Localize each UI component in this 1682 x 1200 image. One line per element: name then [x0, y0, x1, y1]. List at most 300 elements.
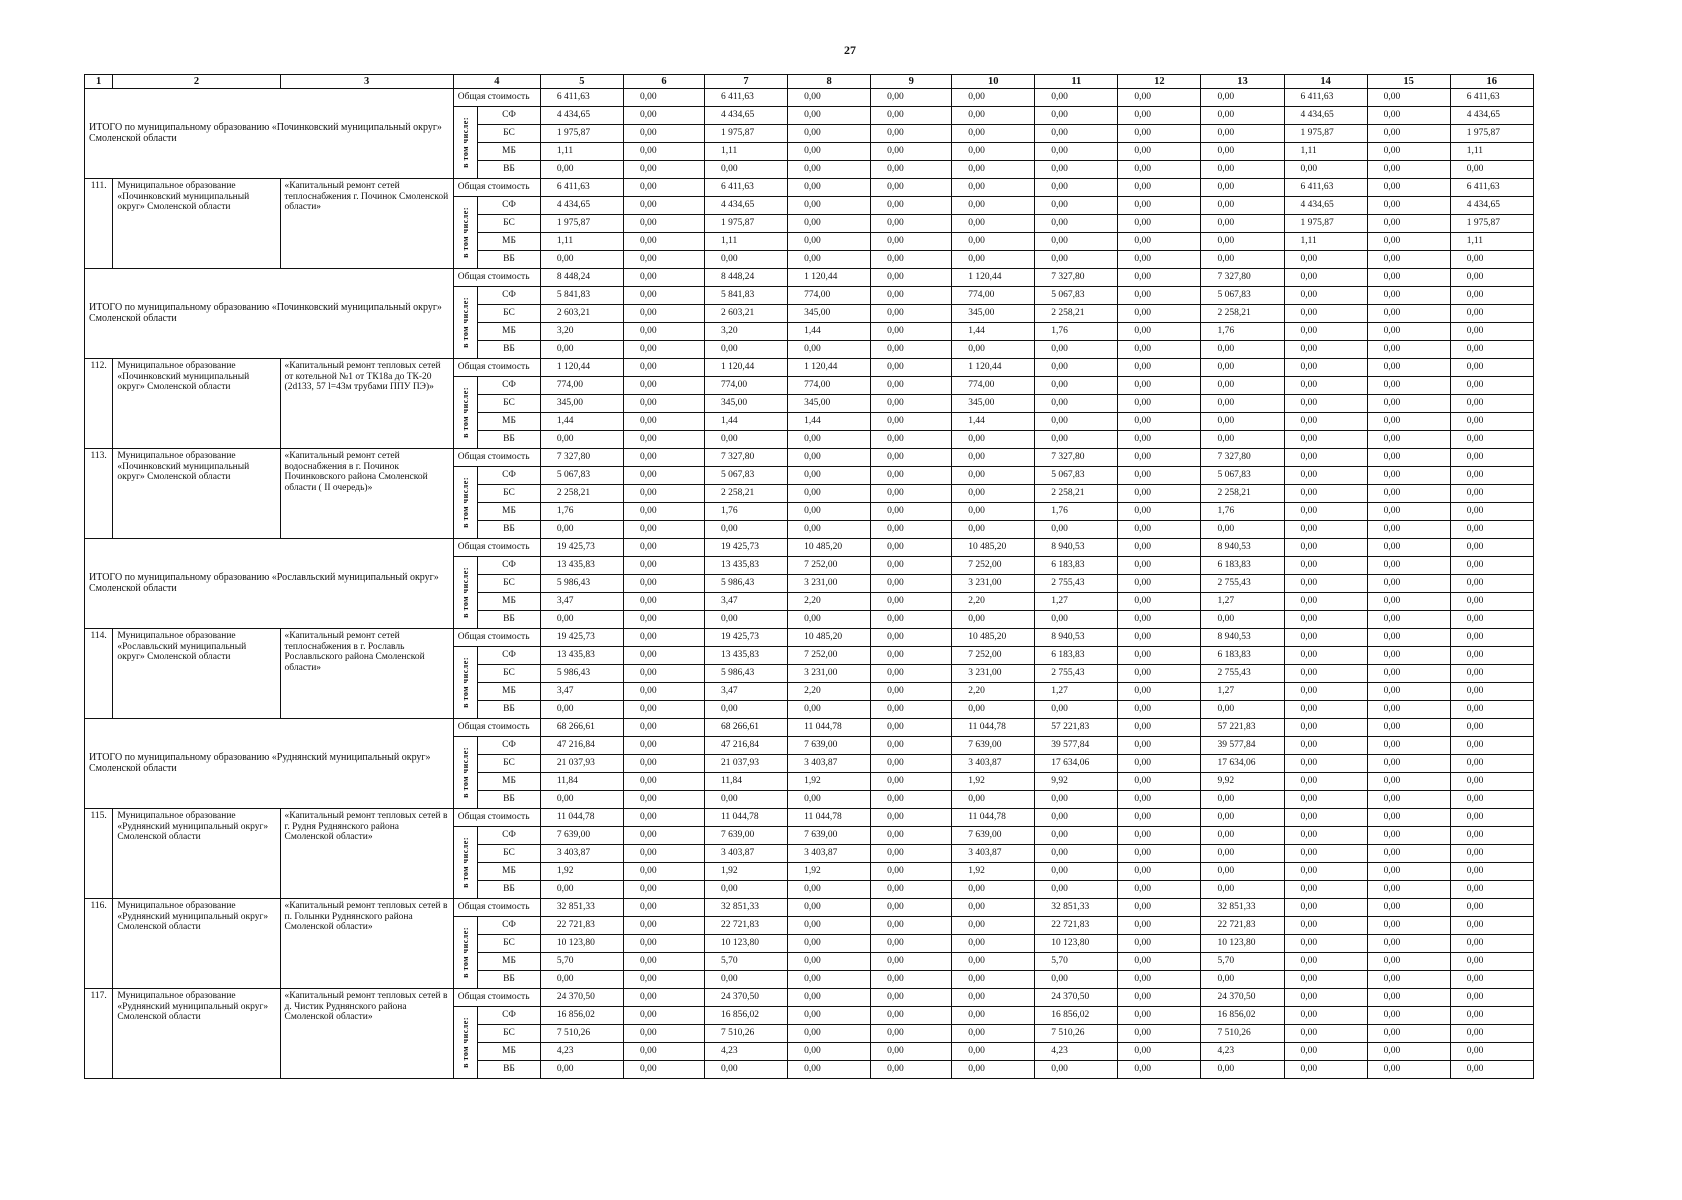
- value-cell: 0,00: [1035, 125, 1118, 143]
- value-cell: 0,00: [623, 1043, 704, 1061]
- value-cell: 0,00: [1367, 431, 1450, 449]
- funding-source-label: МБ: [478, 953, 541, 971]
- value-cell: 0,00: [540, 611, 623, 629]
- column-number-14: 14: [1284, 75, 1367, 89]
- table-row: [85, 359, 1617, 377]
- value-cell: 0,00: [1284, 863, 1367, 881]
- value-cell: 39 577,84: [1201, 737, 1284, 755]
- value-cell: 10 123,80: [1035, 935, 1118, 953]
- value-cell: 0,00: [623, 701, 704, 719]
- value-cell: 0,00: [788, 251, 871, 269]
- value-cell: 0,00: [1118, 719, 1201, 737]
- value-cell: 0,00: [1450, 413, 1533, 431]
- value-cell: 0,00: [623, 1025, 704, 1043]
- value-cell: 0,00: [1035, 809, 1118, 827]
- value-cell: 0,00: [952, 1025, 1035, 1043]
- funding-source-label: ВБ: [478, 611, 541, 629]
- value-cell: 0,00: [1118, 665, 1201, 683]
- value-cell: 7 252,00: [952, 557, 1035, 575]
- value-cell: 7 252,00: [788, 647, 871, 665]
- value-cell: 1 975,87: [705, 125, 788, 143]
- value-cell: 0,00: [623, 341, 704, 359]
- value-cell: 0,00: [871, 845, 952, 863]
- value-cell: 0,00: [1118, 521, 1201, 539]
- value-cell: 0,00: [1201, 179, 1284, 197]
- value-cell: 7 327,80: [1201, 449, 1284, 467]
- object-description-cell: «Капитальный ремонт сетей водоснабжения в г. Починок Починковского района Смоленской области ( II очередь)»: [280, 449, 453, 539]
- value-cell: 10 485,20: [952, 539, 1035, 557]
- value-cell: 2 603,21: [705, 305, 788, 323]
- value-cell: 1 975,87: [1450, 125, 1533, 143]
- value-cell: 0,00: [1035, 233, 1118, 251]
- value-cell: 0,00: [1367, 359, 1450, 377]
- value-cell: 22 721,83: [1035, 917, 1118, 935]
- value-cell: 0,00: [623, 233, 704, 251]
- value-cell: 0,00: [871, 89, 952, 107]
- value-cell: 0,00: [1201, 215, 1284, 233]
- value-cell: 0,00: [788, 125, 871, 143]
- total-cost-label: Общая стоимость: [453, 269, 540, 287]
- value-cell: 0,00: [1118, 305, 1201, 323]
- value-cell: 0,00: [1201, 611, 1284, 629]
- value-cell: 0,00: [952, 917, 1035, 935]
- value-cell: 0,00: [1201, 251, 1284, 269]
- including-label: в том числе:: [460, 207, 470, 258]
- value-cell: 1 975,87: [1450, 215, 1533, 233]
- value-cell: 0,00: [540, 431, 623, 449]
- value-cell: 0,00: [1367, 989, 1450, 1007]
- funding-source-label: СФ: [478, 737, 541, 755]
- item-index-cell: 116.: [85, 899, 113, 989]
- value-cell: 0,00: [623, 251, 704, 269]
- value-cell: 0,00: [1284, 251, 1367, 269]
- value-cell: 1,92: [540, 863, 623, 881]
- funding-source-label: СФ: [478, 557, 541, 575]
- value-cell: 0,00: [1367, 251, 1450, 269]
- funding-source-label: СФ: [478, 647, 541, 665]
- value-cell: 774,00: [540, 377, 623, 395]
- value-cell: 0,00: [871, 395, 952, 413]
- value-cell: 0,00: [1118, 485, 1201, 503]
- value-cell: 0,00: [871, 539, 952, 557]
- table-row: [85, 449, 1617, 467]
- value-cell: 11 044,78: [788, 719, 871, 737]
- organization-cell: Муниципальное образование «Починковский муниципальный округ» Смоленской области: [113, 359, 280, 449]
- value-cell: 11 044,78: [540, 809, 623, 827]
- value-cell: 8 448,24: [705, 269, 788, 287]
- value-cell: 10 123,80: [705, 935, 788, 953]
- value-cell: 0,00: [1450, 935, 1533, 953]
- value-cell: 0,00: [952, 881, 1035, 899]
- value-cell: 0,00: [1284, 827, 1367, 845]
- value-cell: 0,00: [952, 467, 1035, 485]
- value-cell: 0,00: [952, 485, 1035, 503]
- value-cell: 0,00: [1201, 701, 1284, 719]
- value-cell: 0,00: [1118, 161, 1201, 179]
- value-cell: 0,00: [1201, 791, 1284, 809]
- value-cell: 0,00: [788, 791, 871, 809]
- value-cell: 1 975,87: [705, 215, 788, 233]
- value-cell: 0,00: [871, 755, 952, 773]
- object-description-cell: «Капитальный ремонт тепловых сетей в д. Чистик Руднянского района Смоленской области»: [280, 989, 453, 1079]
- value-cell: 3 403,87: [952, 755, 1035, 773]
- value-cell: 0,00: [1450, 557, 1533, 575]
- value-cell: 0,00: [1035, 611, 1118, 629]
- column-number-15: 15: [1367, 75, 1450, 89]
- value-cell: 0,00: [1201, 827, 1284, 845]
- value-cell: 2 258,21: [1201, 485, 1284, 503]
- value-cell: 10 485,20: [952, 629, 1035, 647]
- including-label-cell: [453, 1007, 477, 1079]
- value-cell: 7 327,80: [1201, 269, 1284, 287]
- value-cell: 0,00: [1367, 377, 1450, 395]
- value-cell: 0,00: [1367, 881, 1450, 899]
- value-cell: 4 434,65: [705, 197, 788, 215]
- value-cell: 0,00: [1450, 251, 1533, 269]
- value-cell: 0,00: [1450, 539, 1533, 557]
- value-cell: 0,00: [623, 899, 704, 917]
- value-cell: 7 510,26: [1201, 1025, 1284, 1043]
- value-cell: 1,92: [788, 863, 871, 881]
- value-cell: 0,00: [788, 917, 871, 935]
- column-number-5: 5: [540, 75, 623, 89]
- value-cell: 0,00: [1118, 1007, 1201, 1025]
- value-cell: 0,00: [952, 935, 1035, 953]
- value-cell: 11 044,78: [705, 809, 788, 827]
- value-cell: 2 258,21: [1201, 305, 1284, 323]
- value-cell: 0,00: [1284, 791, 1367, 809]
- value-cell: 22 721,83: [705, 917, 788, 935]
- value-cell: 0,00: [1284, 629, 1367, 647]
- value-cell: 0,00: [1118, 125, 1201, 143]
- value-cell: 0,00: [1284, 845, 1367, 863]
- value-cell: 4,23: [705, 1043, 788, 1061]
- value-cell: 0,00: [952, 197, 1035, 215]
- value-cell: 13 435,83: [540, 557, 623, 575]
- value-cell: 0,00: [540, 341, 623, 359]
- value-cell: 0,00: [623, 143, 704, 161]
- including-label-cell: [453, 737, 477, 809]
- item-index-cell: 112.: [85, 359, 113, 449]
- value-cell: 0,00: [1201, 143, 1284, 161]
- value-cell: 3,47: [705, 593, 788, 611]
- value-cell: 0,00: [871, 647, 952, 665]
- value-cell: 0,00: [952, 1061, 1035, 1079]
- value-cell: 0,00: [871, 215, 952, 233]
- value-cell: 0,00: [788, 935, 871, 953]
- including-label: в том числе:: [460, 567, 470, 618]
- value-cell: 16 856,02: [540, 1007, 623, 1025]
- value-cell: 0,00: [623, 989, 704, 1007]
- value-cell: 0,00: [1450, 719, 1533, 737]
- value-cell: 57 221,83: [1035, 719, 1118, 737]
- value-cell: 0,00: [952, 125, 1035, 143]
- value-cell: 8 940,53: [1035, 629, 1118, 647]
- value-cell: 6 411,63: [1450, 179, 1533, 197]
- value-cell: 345,00: [952, 395, 1035, 413]
- value-cell: 0,00: [1367, 899, 1450, 917]
- value-cell: 1,27: [1035, 683, 1118, 701]
- value-cell: 0,00: [1201, 863, 1284, 881]
- value-cell: 0,00: [1035, 179, 1118, 197]
- value-cell: 4,23: [1035, 1043, 1118, 1061]
- value-cell: 0,00: [871, 413, 952, 431]
- value-cell: 0,00: [1367, 611, 1450, 629]
- value-cell: 47 216,84: [705, 737, 788, 755]
- value-cell: 4,23: [540, 1043, 623, 1061]
- object-description-cell: «Капитальный ремонт тепловых сетей в п. Голынки Руднянского района Смоленской области»: [280, 899, 453, 989]
- value-cell: 11 044,78: [952, 719, 1035, 737]
- value-cell: 0,00: [1367, 449, 1450, 467]
- value-cell: 0,00: [1035, 215, 1118, 233]
- value-cell: 2 755,43: [1201, 665, 1284, 683]
- value-cell: 0,00: [871, 575, 952, 593]
- including-label: в том числе:: [460, 927, 470, 978]
- value-cell: 0,00: [1284, 269, 1367, 287]
- value-cell: 0,00: [1450, 467, 1533, 485]
- value-cell: 0,00: [1118, 611, 1201, 629]
- value-cell: 0,00: [1367, 971, 1450, 989]
- value-cell: 0,00: [623, 935, 704, 953]
- funding-source-label: БС: [478, 125, 541, 143]
- value-cell: 0,00: [1450, 485, 1533, 503]
- organization-cell: Муниципальное образование «Починковский муниципальный округ» Смоленской области: [113, 179, 280, 269]
- value-cell: 0,00: [1284, 647, 1367, 665]
- funding-source-label: БС: [478, 845, 541, 863]
- value-cell: 0,00: [1367, 539, 1450, 557]
- value-cell: 0,00: [623, 611, 704, 629]
- value-cell: 0,00: [952, 107, 1035, 125]
- value-cell: 1,92: [952, 863, 1035, 881]
- value-cell: 32 851,33: [705, 899, 788, 917]
- value-cell: 0,00: [1367, 629, 1450, 647]
- value-cell: 0,00: [1367, 503, 1450, 521]
- value-cell: 0,00: [705, 701, 788, 719]
- value-cell: 0,00: [1284, 377, 1367, 395]
- value-cell: 0,00: [871, 251, 952, 269]
- value-cell: 3,47: [540, 593, 623, 611]
- value-cell: 0,00: [1450, 1043, 1533, 1061]
- value-cell: 0,00: [1035, 701, 1118, 719]
- value-cell: 0,00: [871, 107, 952, 125]
- value-cell: 0,00: [705, 791, 788, 809]
- value-cell: 0,00: [1450, 1025, 1533, 1043]
- column-number-12: 12: [1118, 75, 1201, 89]
- value-cell: 0,00: [952, 215, 1035, 233]
- value-cell: 0,00: [1284, 953, 1367, 971]
- including-label: в том числе:: [460, 387, 470, 438]
- value-cell: 0,00: [1284, 431, 1367, 449]
- value-cell: 774,00: [788, 287, 871, 305]
- value-cell: 10 485,20: [788, 539, 871, 557]
- value-cell: 3 231,00: [952, 665, 1035, 683]
- funding-source-label: БС: [478, 935, 541, 953]
- value-cell: 0,00: [1201, 881, 1284, 899]
- value-cell: 0,00: [1284, 665, 1367, 683]
- value-cell: 345,00: [788, 395, 871, 413]
- including-label-cell: [453, 107, 477, 179]
- value-cell: 0,00: [1035, 377, 1118, 395]
- value-cell: 0,00: [871, 125, 952, 143]
- value-cell: 2 258,21: [540, 485, 623, 503]
- value-cell: 0,00: [871, 503, 952, 521]
- value-cell: 4 434,65: [1284, 107, 1367, 125]
- value-cell: 9,92: [1201, 773, 1284, 791]
- value-cell: 345,00: [540, 395, 623, 413]
- value-cell: 0,00: [1284, 323, 1367, 341]
- value-cell: 0,00: [1284, 971, 1367, 989]
- value-cell: 0,00: [1035, 341, 1118, 359]
- value-cell: 0,00: [705, 521, 788, 539]
- total-cost-label: Общая стоимость: [453, 179, 540, 197]
- value-cell: 0,00: [1367, 107, 1450, 125]
- value-cell: 0,00: [1450, 1007, 1533, 1025]
- value-cell: 0,00: [705, 971, 788, 989]
- value-cell: 4 434,65: [1450, 197, 1533, 215]
- including-label-cell: [453, 917, 477, 989]
- value-cell: 0,00: [1284, 341, 1367, 359]
- column-number-10: 10: [952, 75, 1035, 89]
- value-cell: 0,00: [1367, 521, 1450, 539]
- value-cell: 0,00: [788, 215, 871, 233]
- value-cell: 7 639,00: [705, 827, 788, 845]
- value-cell: 0,00: [1367, 845, 1450, 863]
- value-cell: 0,00: [623, 791, 704, 809]
- object-description-cell: «Капитальный ремонт тепловых сетей от котельной №1 от ТК18а до ТК-20 (2d133, 57 l=43м трубами ППУ ПЭ)»: [280, 359, 453, 449]
- table-row: [85, 269, 1617, 287]
- value-cell: 0,00: [540, 161, 623, 179]
- value-cell: 0,00: [871, 791, 952, 809]
- value-cell: 0,00: [1284, 899, 1367, 917]
- value-cell: 4,23: [1201, 1043, 1284, 1061]
- value-cell: 0,00: [952, 503, 1035, 521]
- value-cell: 0,00: [1284, 467, 1367, 485]
- value-cell: 0,00: [1284, 737, 1367, 755]
- value-cell: 7 252,00: [952, 647, 1035, 665]
- value-cell: 0,00: [1118, 575, 1201, 593]
- value-cell: 0,00: [1284, 413, 1367, 431]
- value-cell: 0,00: [1201, 1061, 1284, 1079]
- value-cell: 0,00: [871, 593, 952, 611]
- value-cell: 0,00: [1201, 431, 1284, 449]
- table-row: [85, 629, 1617, 647]
- value-cell: 6 411,63: [1284, 179, 1367, 197]
- total-name-cell: ИТОГО по муниципальному образованию «Починковский муниципальный округ» Смоленской области: [85, 89, 454, 179]
- value-cell: 0,00: [1367, 917, 1450, 935]
- including-label: в том числе:: [460, 117, 470, 168]
- funding-source-label: ВБ: [478, 881, 541, 899]
- value-cell: 0,00: [1367, 485, 1450, 503]
- value-cell: 1,76: [1035, 503, 1118, 521]
- value-cell: 0,00: [623, 377, 704, 395]
- value-cell: 0,00: [1035, 521, 1118, 539]
- value-cell: 0,00: [623, 395, 704, 413]
- value-cell: 0,00: [540, 881, 623, 899]
- value-cell: 0,00: [871, 179, 952, 197]
- value-cell: 0,00: [788, 971, 871, 989]
- value-cell: 6 183,83: [1035, 557, 1118, 575]
- value-cell: 0,00: [1284, 359, 1367, 377]
- value-cell: 1 975,87: [1284, 125, 1367, 143]
- value-cell: 0,00: [1118, 755, 1201, 773]
- value-cell: 0,00: [1450, 701, 1533, 719]
- value-cell: 0,00: [1118, 179, 1201, 197]
- value-cell: 0,00: [623, 503, 704, 521]
- value-cell: 8 940,53: [1201, 539, 1284, 557]
- funding-source-label: МБ: [478, 503, 541, 521]
- item-index-cell: 113.: [85, 449, 113, 539]
- value-cell: 0,00: [1284, 917, 1367, 935]
- value-cell: 0,00: [871, 1061, 952, 1079]
- funding-source-label: ВБ: [478, 1061, 541, 1079]
- value-cell: 13 435,83: [705, 557, 788, 575]
- funding-source-label: МБ: [478, 773, 541, 791]
- value-cell: 0,00: [705, 161, 788, 179]
- value-cell: 1,11: [1450, 143, 1533, 161]
- value-cell: 0,00: [1284, 989, 1367, 1007]
- value-cell: 0,00: [1118, 881, 1201, 899]
- value-cell: 0,00: [952, 791, 1035, 809]
- value-cell: 0,00: [1367, 665, 1450, 683]
- value-cell: 0,00: [1450, 611, 1533, 629]
- including-label: в том числе:: [460, 297, 470, 348]
- value-cell: 1 120,44: [540, 359, 623, 377]
- value-cell: 0,00: [623, 269, 704, 287]
- value-cell: 3,47: [540, 683, 623, 701]
- value-cell: 2 755,43: [1035, 575, 1118, 593]
- value-cell: 0,00: [1284, 449, 1367, 467]
- value-cell: 6 411,63: [705, 179, 788, 197]
- value-cell: 0,00: [1284, 161, 1367, 179]
- value-cell: 19 425,73: [705, 629, 788, 647]
- value-cell: 68 266,61: [705, 719, 788, 737]
- funding-source-label: СФ: [478, 197, 541, 215]
- value-cell: 24 370,50: [1201, 989, 1284, 1007]
- column-number-13: 13: [1201, 75, 1284, 89]
- value-cell: 0,00: [1118, 971, 1201, 989]
- value-cell: 0,00: [623, 629, 704, 647]
- value-cell: 0,00: [623, 665, 704, 683]
- value-cell: 5,70: [705, 953, 788, 971]
- value-cell: 0,00: [1367, 197, 1450, 215]
- value-cell: 0,00: [1035, 251, 1118, 269]
- value-cell: 0,00: [1201, 107, 1284, 125]
- value-cell: 6 411,63: [540, 179, 623, 197]
- value-cell: 5 986,43: [705, 665, 788, 683]
- total-cost-label: Общая стоимость: [453, 719, 540, 737]
- value-cell: 0,00: [871, 1007, 952, 1025]
- value-cell: 0,00: [1284, 1061, 1367, 1079]
- value-cell: 0,00: [1284, 521, 1367, 539]
- value-cell: 0,00: [1450, 1061, 1533, 1079]
- value-cell: 2 258,21: [1035, 485, 1118, 503]
- value-cell: 0,00: [1118, 863, 1201, 881]
- value-cell: 0,00: [705, 1061, 788, 1079]
- value-cell: 0,00: [1118, 395, 1201, 413]
- value-cell: 0,00: [1450, 971, 1533, 989]
- value-cell: 0,00: [1284, 485, 1367, 503]
- value-cell: 0,00: [1118, 935, 1201, 953]
- value-cell: 0,00: [1284, 305, 1367, 323]
- column-number-16: 16: [1450, 75, 1533, 89]
- organization-cell: Муниципальное образование «Руднянский муниципальный округ» Смоленской области: [113, 809, 280, 899]
- value-cell: 0,00: [871, 449, 952, 467]
- value-cell: 0,00: [788, 989, 871, 1007]
- value-cell: 7 327,80: [1035, 449, 1118, 467]
- value-cell: 0,00: [1118, 107, 1201, 125]
- value-cell: 0,00: [871, 899, 952, 917]
- value-cell: 7 639,00: [952, 737, 1035, 755]
